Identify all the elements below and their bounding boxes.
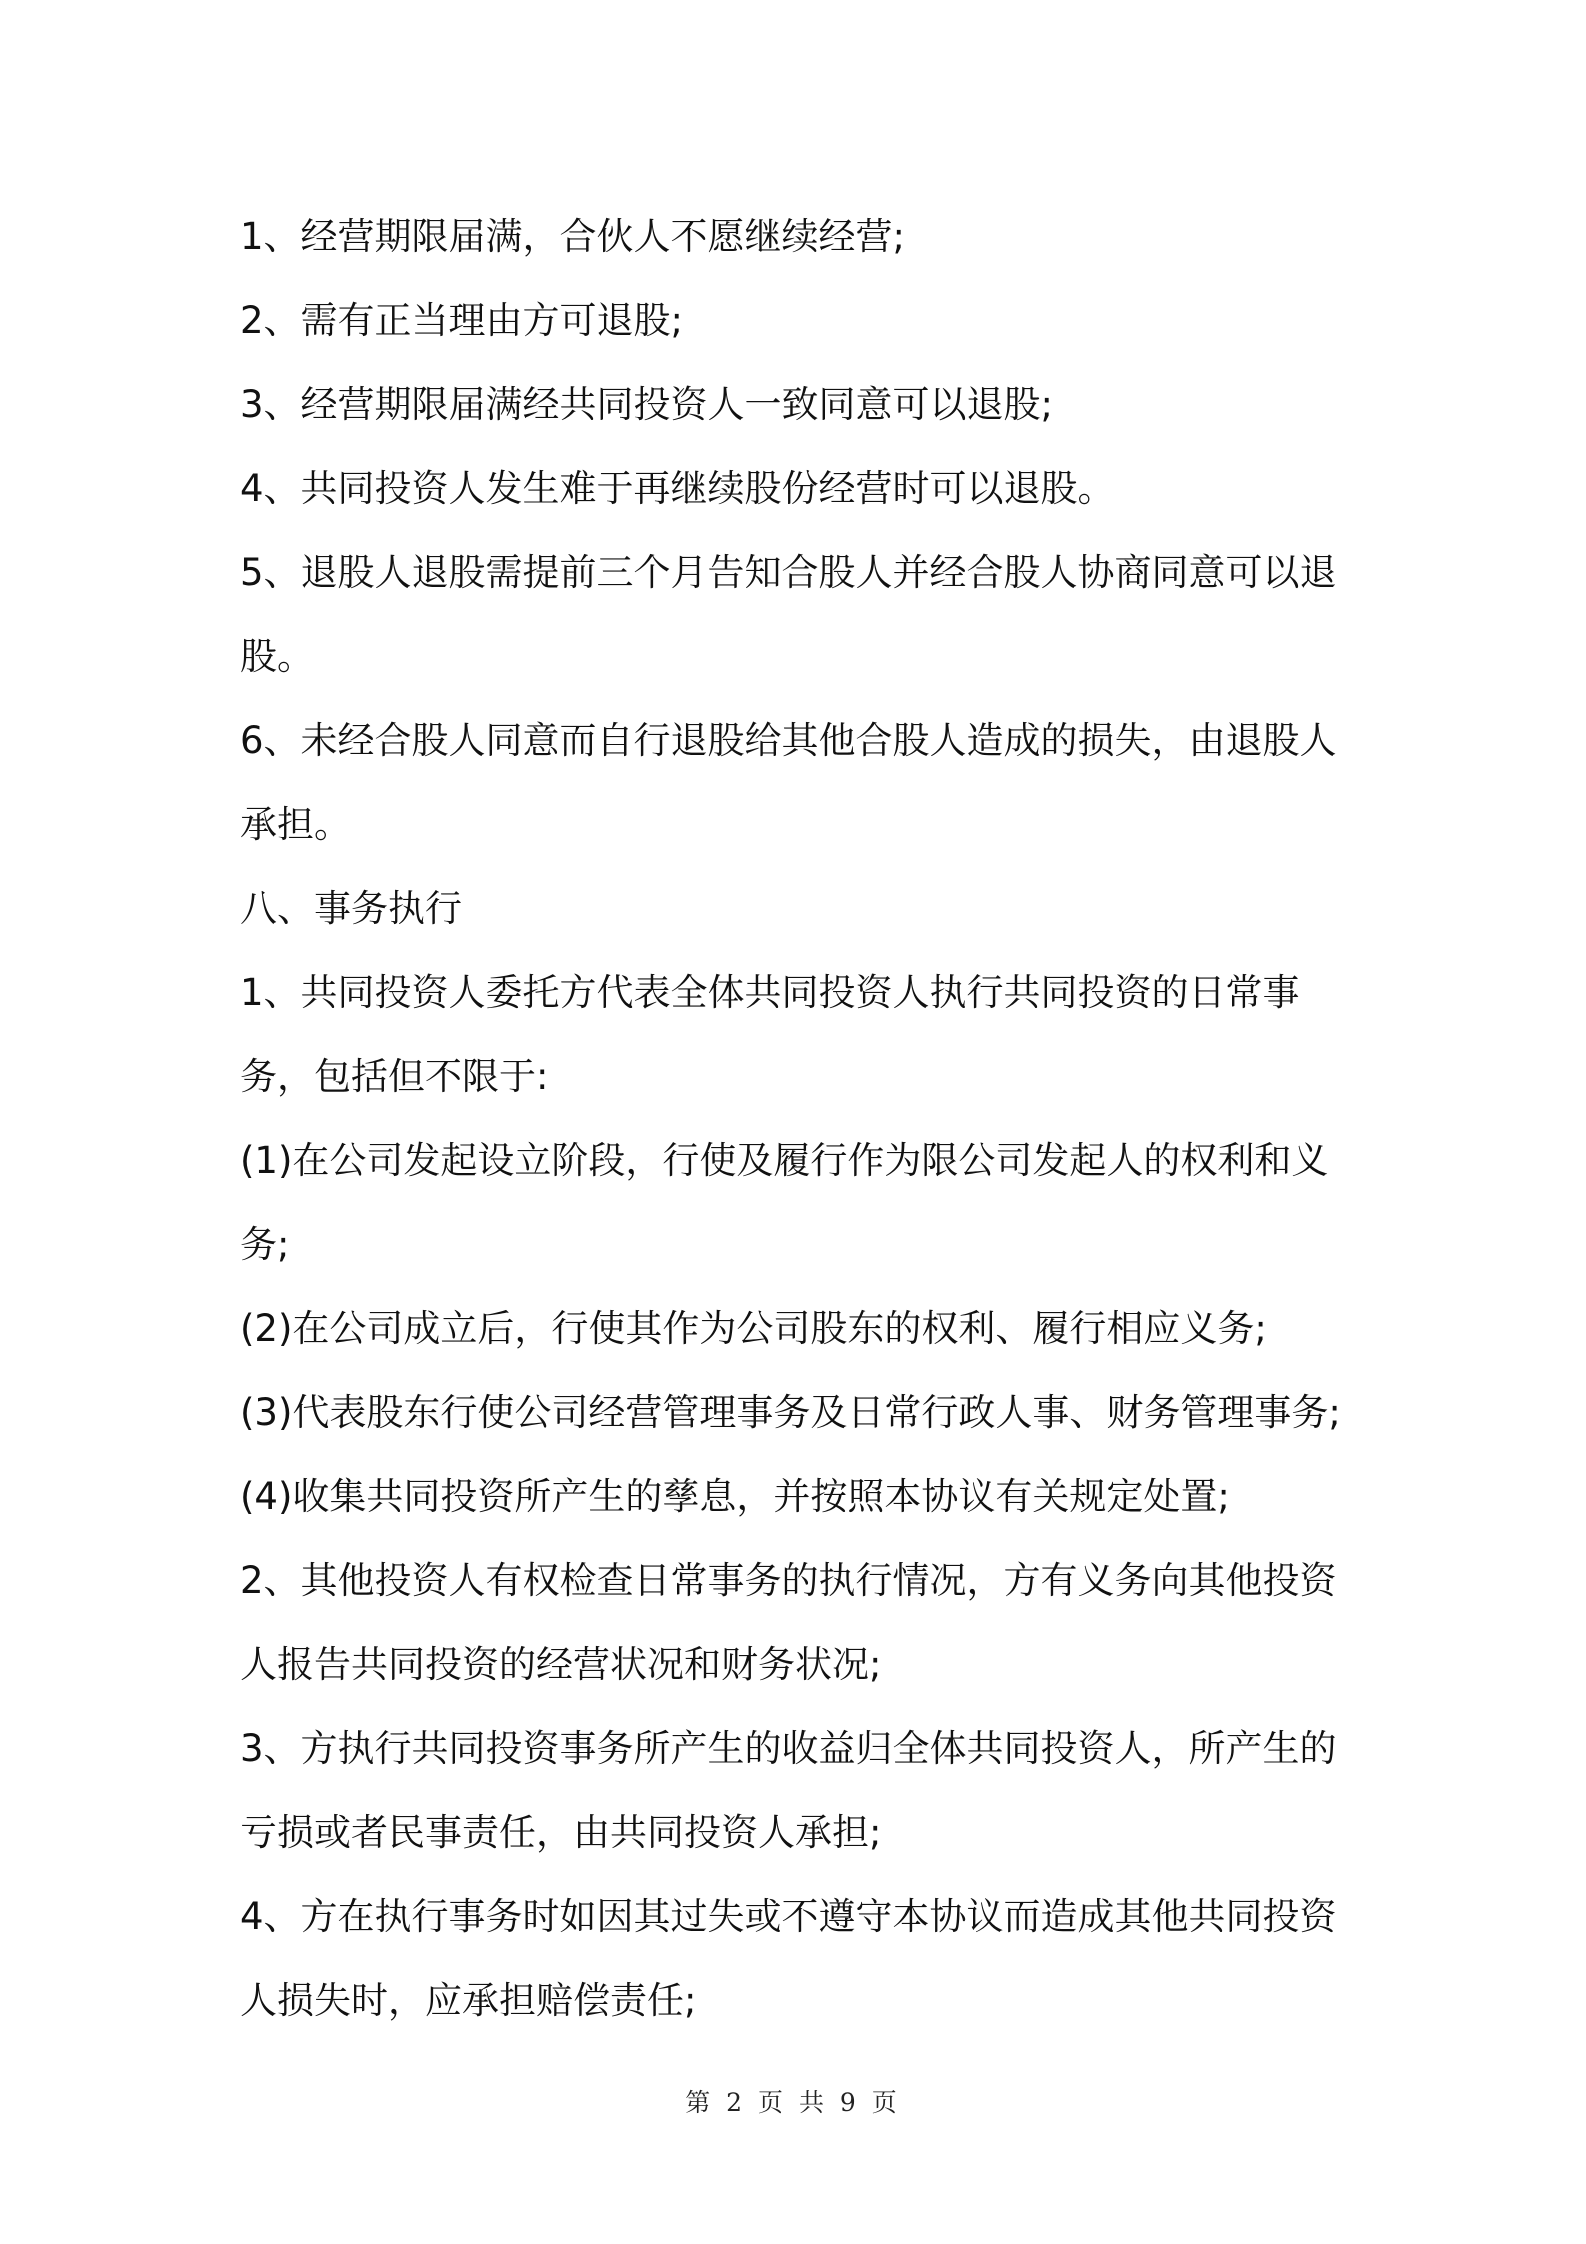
- paragraph: 5、退股人退股需提前三个月告知合股人并经合股人协商同意可以退股。: [240, 551, 1337, 678]
- paragraph: 2、其他投资人有权检查日常事务的执行情况，方有义务向其他投资人报告共同投资的经营状况和财务状况;: [240, 1559, 1337, 1686]
- page-number-footer: 第 2 页 共 9 页: [685, 2088, 901, 2117]
- paragraph: 6、未经合股人同意而自行退股给其他合股人造成的损失，由退股人承担。: [240, 719, 1337, 846]
- document-body: [240, 195, 1365, 2043]
- paragraph: (3)代表股东行使公司经营管理事务及日常行政人事、财务管理事务;: [240, 1391, 1341, 1434]
- paragraph: (1)在公司发起设立阶段，行使及履行作为限公司发起人的权利和义务;: [240, 1139, 1329, 1266]
- paragraph: 1、共同投资人委托方代表全体共同投资人执行共同投资的日常事务，包括但不限于:: [240, 971, 1300, 1098]
- paragraph: 3、方执行共同投资事务所产生的收益归全体共同投资人，所产生的亏损或者民事责任，由共同投资人承担;: [240, 1727, 1337, 1854]
- paragraph: 2、需有正当理由方可退股;: [240, 299, 684, 342]
- paragraph: (2)在公司成立后，行使其作为公司股东的权利、履行相应义务;: [240, 1307, 1267, 1350]
- paragraph: 3、经营期限届满经共同投资人一致同意可以退股;: [240, 383, 1054, 426]
- paragraph: 4、方在执行事务时如因其过失或不遵守本协议而造成其他共同投资人损失时，应承担赔偿责任;: [240, 1895, 1337, 2022]
- paragraph: 4、共同投资人发生难于再继续股份经营时可以退股。: [240, 467, 1115, 510]
- section-heading: 八、事务执行: [240, 887, 462, 930]
- paragraph: 1、经营期限届满，合伙人不愿继续经营;: [240, 215, 906, 258]
- paragraph: (4)收集共同投资所产生的孳息，并按照本协议有关规定处置;: [240, 1475, 1230, 1518]
